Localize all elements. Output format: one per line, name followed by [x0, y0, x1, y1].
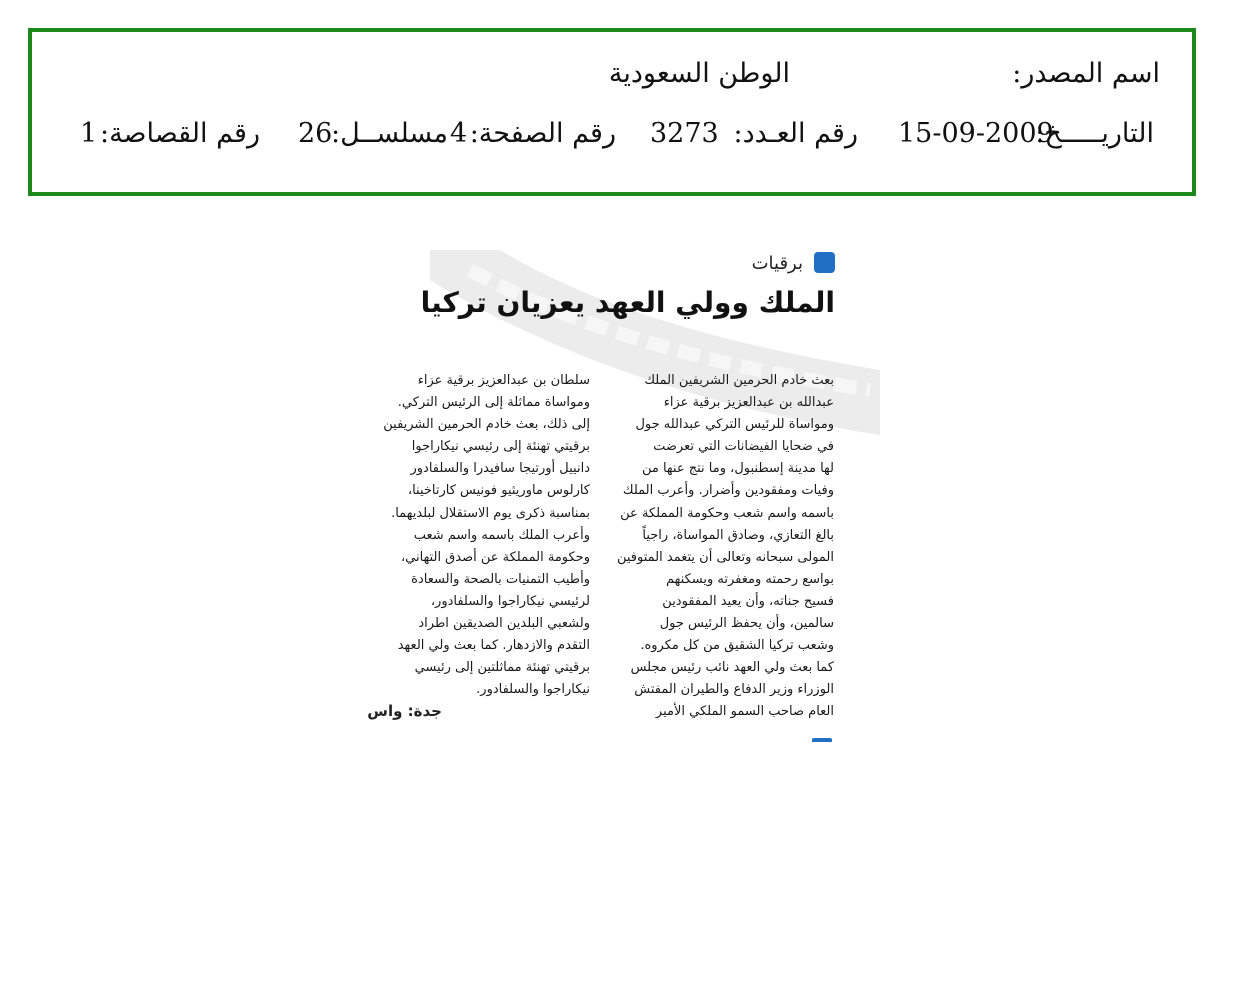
- page-value: 4: [450, 118, 468, 149]
- article-column-left: سلطان بن عبدالعزيز برقية عزاء ومواساة مماثلة إلى الرئيس التركي. إلى ذلك، بعث خادم الحرمين الشريفين برقيتي تهنئة إلى رئيسي نيكاراجوا دانييل أورتيجا سافيدرا والسلفادور كارلوس ماوريثيو فونيس كارتاخينا، بمناسبة ذكرى يوم الاستقلال لبلديهما. وأعرب الملك باسمه واسم شعب وحكومة المملكة عن أصدق التهاني، وأطيب التمنيات بالصحة والسعادة لرئيسي نيكاراجوا والسلفادور، ولشعبي البلدين الصديقين اطراد التقدم والازدهار. كما بعث ولي العهد برقيتي تهنئة مماثلتين إلى رئيسي نيكاراجوا والسلفادور.: [383, 373, 590, 698]
- page-label: رقم الصفحة:: [469, 118, 616, 149]
- blue-square-icon: [814, 252, 835, 273]
- source-label: اسم المصدر:: [1012, 58, 1160, 89]
- issue-label: رقم العـدد:: [733, 118, 858, 149]
- clip-label: رقم القصاصة:: [99, 118, 260, 149]
- date-label: التاريـــــخ:: [1035, 118, 1154, 149]
- end-mark-icon: [812, 738, 832, 742]
- article-headline: الملك وولي العهد يعزيان تركيا: [420, 286, 835, 319]
- issue-value: 3273: [650, 118, 719, 149]
- section-label: برقيات: [751, 253, 803, 274]
- serial-value: 26: [298, 118, 333, 149]
- article-byline: جدة: واس: [367, 702, 442, 720]
- date-value: 15-09-2009: [898, 118, 1054, 149]
- section-header: [740, 250, 835, 276]
- serial-label: مسلســل:: [331, 118, 448, 149]
- clip-value: 1: [80, 118, 98, 149]
- source-value: الوطن السعودية: [608, 58, 790, 89]
- article-column-right: بعث خادم الحرمين الشريفين الملك عبدالله بن عبدالعزيز برقية عزاء ومواساة للرئيس التركي عبدالله جول في ضحايا الفيضانات التي تعرضت لها مدينة إسطنبول، وما نتج عنها من وفيات ومفقودين وأضرار. وأعرب الملك باسمه واسم شعب وحكومة المملكة عن بالغ التعازي، وصادق المواساة، راجياً المولى سبحانه وتعالى أن يتغمد المتوفين بواسع رحمته ومغفرته ويسكنهم فسيح جناته، وأن يعيد المفقودين سالمين، وأن يحفظ الرئيس جول وشعب تركيا الشقيق من كل مكروه. كما بعث ولي العهد نائب رئيس مجلس الوزراء وزير الدفاع والطيران المفتش العام صاحب السمو الملكي الأمير: [616, 373, 834, 720]
- source-info-box: [28, 28, 1196, 196]
